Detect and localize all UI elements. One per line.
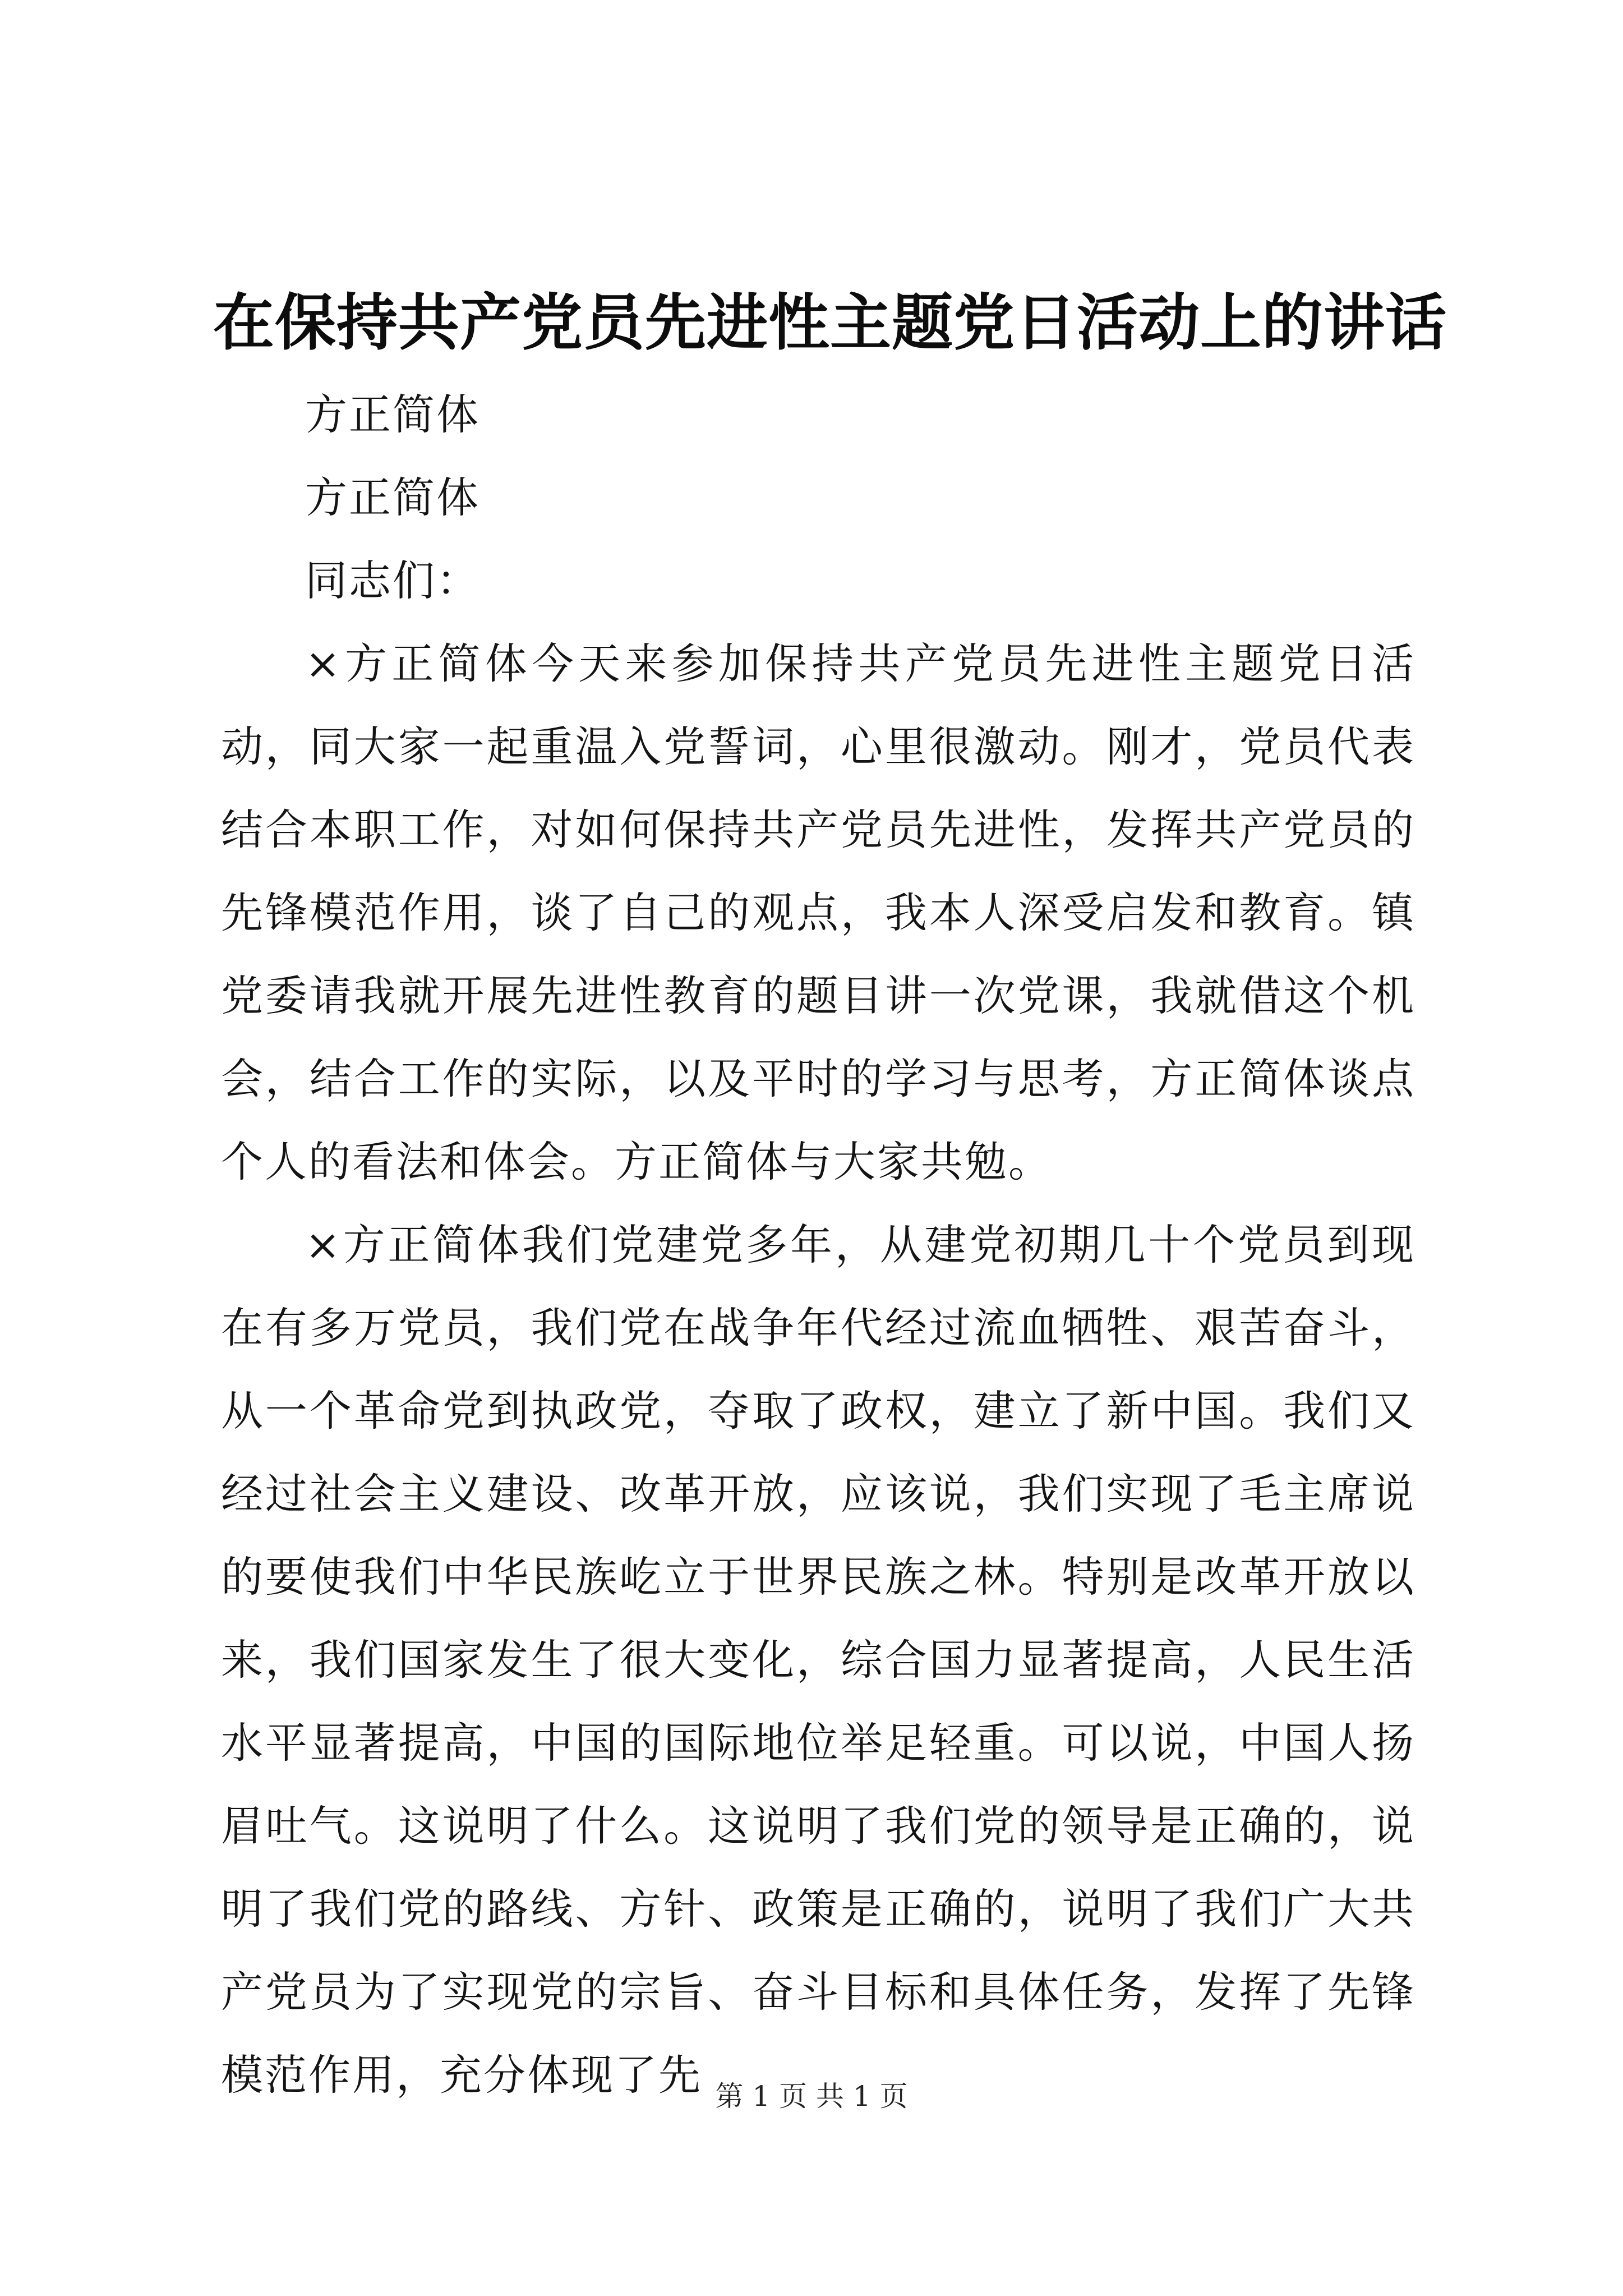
document-title: 在保持共产党员先进性主题党日活动上的讲话 (213, 287, 1447, 358)
paragraph-font-note-1: 方正简体 (305, 390, 481, 439)
paragraph-party-history: ×方正简体我们党建党多年，从建党初期几十个党员到现在有多万党员，我们党在战争年代经过流血牺牲、艰苦奋斗，从一个革命党到执政党，夺取了政权，建立了新中国。我们又经过社会主义建设、改革开放，应该说，我们实现了毛主席说的要使我们中华民族屹立于世界民族之林。特别是改革开放以来，我们国家发生了很大变化，综合国力显著提高，人民生活水平显著提高，中国的国际地位举足轻重。可以说，中国人扬眉吐气。这说明了什么。这说明了我们党的领导是正确的，说明了我们党的路线、方针、政策是正确的，说明了我们广大共产党员为了实现党的宗旨、奋斗目标和具体任务，发挥了先锋模范作用，充分体现了先 (221, 1220, 1415, 2100)
paragraph-opening: ×方正简体今天来参加保持共产党员先进性主题党日活动，同大家一起重温入党誓词，心里很激动。刚才，党员代表结合本职工作，对如何保持共产党员先进性，发挥共产党员的先锋模范作用，谈了自己的观点，我本人深受启发和教育。镇党委请我就开展先进性教育的题目讲一次党课，我就借这个机会，结合工作的实际，以及平时的学习与思考，方正简体谈点个人的看法和体会。方正简体与大家共勉。 (221, 639, 1415, 1186)
paragraph-font-note-2: 方正简体 (305, 473, 481, 522)
paragraph-salutation: 同志们： (305, 556, 481, 605)
page-footer: 第 1 页 共 1 页 (715, 2080, 908, 2113)
document-body (221, 373, 1415, 2116)
